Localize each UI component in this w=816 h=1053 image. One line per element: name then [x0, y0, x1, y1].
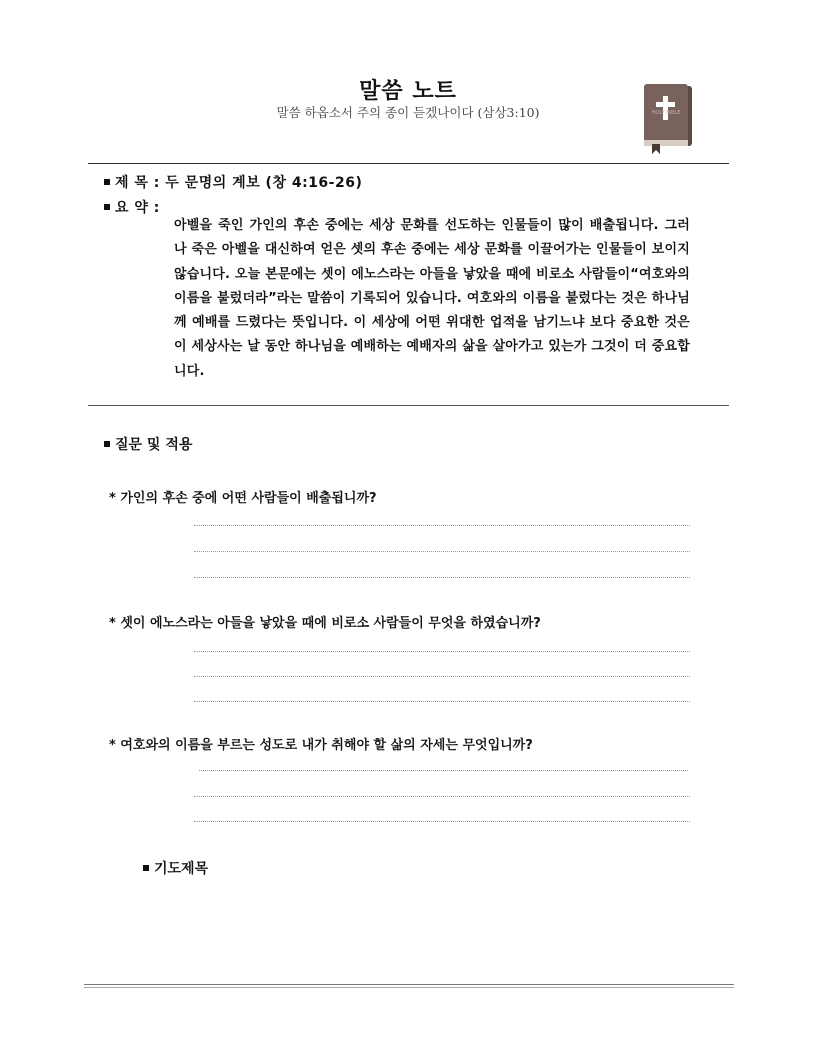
summary-text: 아벨을 죽인 가인의 후손 중에는 세상 문화를 선도하는 인물들이 많이 배출됩니다. 그러나 죽은 아벨을 대신하여 얻은 셋의 후손 중에는 세상 문화를 이끌어가는 인물들이 보이지 않습니다. 오늘 본문에는 셋이 에노스라는 아들을 낳았을 때에 비로소 사람들이“여호와의 이름을 불렀더라”라는 말씀이 기록되어 있습니다. 여호와의 이름을 불렀다는 것은 하나님께 예배를 드렸다는 뜻입니다. 이 세상에 어떤 위대한 업적을 남기느냐 보다 중요한 것은 이 세상사는 날 동안 하나님을 예배하는 예배자의 삶을 살아가고 있는가 그것이 더 중요합니다.	[174, 218, 690, 379]
subject-label: 제 목 :	[115, 175, 160, 191]
question-1: * 가인의 후손 중에 어떤 사람들이 배출됩니까?	[109, 491, 377, 506]
answer-line[interactable]	[194, 525, 690, 526]
answer-line[interactable]	[194, 796, 690, 797]
answer-line[interactable]	[194, 701, 690, 702]
header-divider	[88, 163, 729, 164]
bullet-square-icon	[104, 204, 110, 210]
answer-line[interactable]	[194, 651, 690, 652]
bullet-square-icon	[143, 865, 149, 871]
summary-divider	[88, 405, 729, 406]
page-subtitle: 말씀 하옵소서 주의 종이 듣겠나이다 (삼상3:10)	[276, 105, 540, 120]
answer-line[interactable]	[194, 821, 690, 822]
question-3: * 여호와의 이름을 부르는 성도로 내가 취해야 할 삶의 자세는 무엇입니까?	[109, 738, 533, 753]
bullet-square-icon	[104, 441, 110, 447]
subject-value: 두 문명의 계보 (창 4:16-26)	[165, 175, 363, 191]
question-2: * 셋이 에노스라는 아들을 낳았을 때에 비로소 사람들이 무엇을 하였습니까?	[109, 616, 541, 631]
page-title: 말씀 노트	[359, 79, 457, 104]
footer-divider	[84, 984, 734, 985]
answer-line[interactable]	[199, 770, 688, 771]
answer-line[interactable]	[194, 676, 690, 677]
answer-line[interactable]	[194, 577, 690, 578]
svg-text:HOLY BIBLE: HOLY BIBLE	[651, 110, 681, 116]
bullet-square-icon	[104, 179, 110, 185]
answer-line[interactable]	[194, 551, 690, 552]
prayer-heading	[143, 858, 208, 878]
holy-bible-icon	[638, 82, 696, 154]
prayer-heading-label: 기도제목	[154, 861, 209, 877]
footer-divider-secondary	[84, 987, 734, 988]
summary-row	[104, 197, 160, 217]
subject-row	[104, 172, 362, 192]
summary-label: 요 약 :	[115, 200, 160, 216]
questions-heading	[104, 434, 192, 454]
questions-heading-label: 질문 및 적용	[115, 437, 193, 453]
